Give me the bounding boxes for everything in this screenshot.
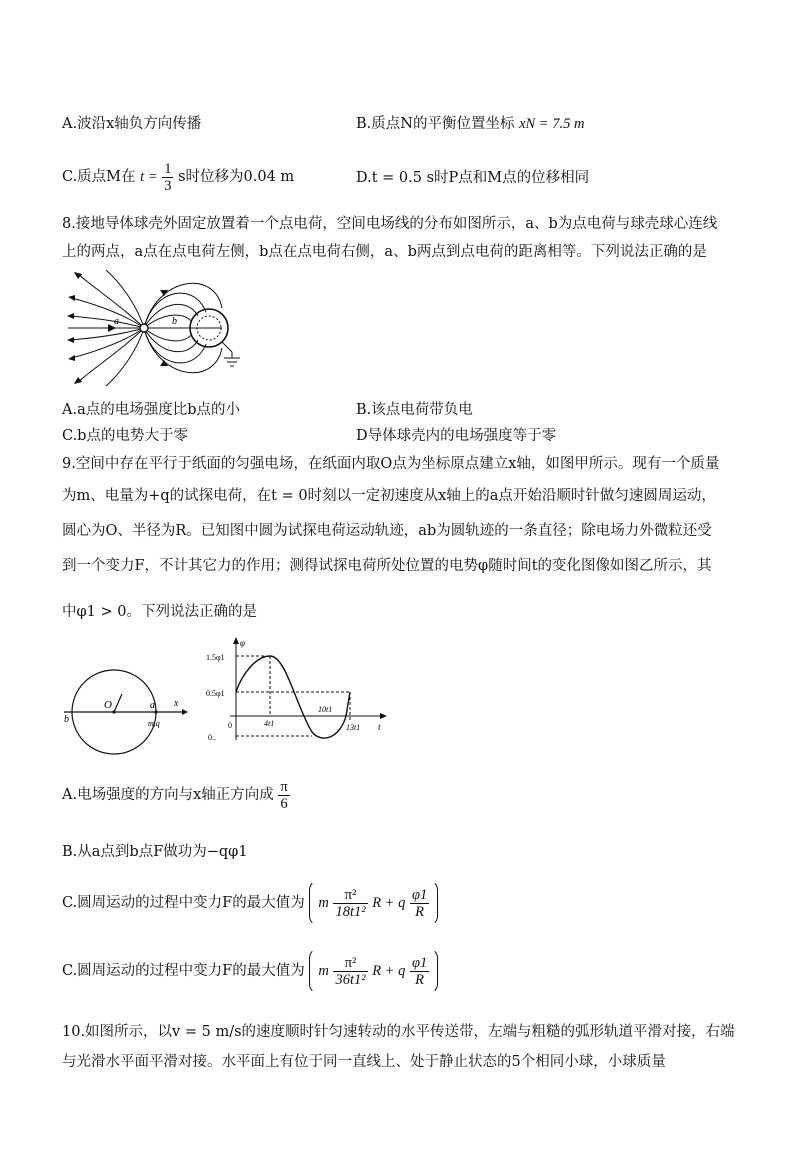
q9-a-num: π [280,778,288,795]
q7-option-d: D.t = 0.5 s时P点和M点的位移相同 [356,170,590,186]
q9-option-c-expression [309,880,438,926]
q7-option-b-text: B.质点N的平衡位置坐标 [356,116,515,132]
q9-fig2-tick-15: 1.5φ1 [206,653,225,662]
q7-option-c-t: t = [140,169,158,185]
q9-option-a [62,778,290,812]
q8-option-c: C.b点的电势大于零 [62,428,188,444]
q9-d-m: m [318,963,329,979]
q9-c-frac2 [410,887,429,920]
q7-option-c-text: C.质点M在 [62,169,136,185]
q9-c-den: 18t1² [335,903,366,920]
q9-fig2-tick-05: 0.5φ1 [206,689,225,698]
q9-option-b: B.从a点到b点F做功为−qφ1 [62,844,248,860]
q8-option-d: D导体球壳内的电场强度等于零 [356,428,557,444]
q9-fig1-mq: m,q [148,719,160,728]
q9-option-c-text: C.圆周运动的过程中变力F的最大值为 [62,895,305,911]
q7-option-c [62,160,294,194]
q9-option-d-text: C.圆周运动的过程中变力F的最大值为 [62,963,305,979]
q9-option-d-expression [309,948,438,994]
q9-figure-graph [200,636,390,744]
q9-stem-line5: 中φ1 > 0。下列说法正确的是 [62,604,257,620]
q9-fig2-tick-0: 0 [228,721,232,730]
q9-fig2-tick-10t1: 10t1 [318,705,333,714]
q9-stem-line3: 圆心为O、半径为R。已知图中圆为试探电荷运动轨迹，ab为圆轨迹的一条直径；除电场力外微粒还受 [62,523,712,539]
q9-fig1-b: b [64,714,69,725]
q9-fig2-axis-y: φ [240,638,245,648]
q9-stem-line4: 到一个变力F，不计其它力的作用；测得试探电荷所处位置的电势φ随时间t的变化图像如图乙所示，其 [62,558,712,574]
q9-figure-circle [60,660,192,764]
q9-c-m: m [318,895,329,911]
q9-c-R: R [415,903,425,920]
q9-fig2-tick-4t1: 4t1 [264,719,275,728]
q8-label-b: b [172,316,177,327]
q7-frac-num: 1 [164,160,172,177]
q9-d-R: R [415,971,425,988]
q9-option-c [62,880,438,926]
q8-field-figure [64,268,264,392]
q9-fig2-axis-x: t [378,722,381,732]
q9-c-num: π² [333,887,367,904]
q9-option-d [62,948,438,994]
q9-fig1-a: a [150,700,155,711]
q9-d-mid: R + q [372,963,406,979]
q9-d-frac1 [333,955,367,988]
q9-stem-line1: 9.空间中存在平行于纸面的匀强电场，在纸面内取O点为坐标原点建立x轴，如图甲所示。现有一个质量 [62,456,720,472]
q7-option-a: A.波沿x轴负方向传播 [62,116,202,132]
q7-option-c-fraction [162,161,173,194]
q9-d-num: π² [333,955,367,972]
q7-option-b [356,114,584,134]
q9-a-den: 6 [280,795,288,812]
q9-d-phi: φ1 [411,954,428,971]
q9-fig1-O: O [104,699,112,711]
q9-c-phi: φ1 [411,886,428,903]
q8-option-b: B.该点电荷带负电 [356,402,473,418]
q8-option-a: A.a点的电场强度比b点的小 [62,402,241,418]
q8-stem-line1: 8.接地导体球壳外固定放置着一个点电荷，空间电场线的分布如图所示，a、b为点电荷与球壳球心连线 [62,216,718,232]
q8-label-a: a [114,316,119,327]
q9-option-a-fraction [278,779,289,812]
q9-d-den: 36t1² [335,971,366,988]
q10-stem-line2: 与光滑水平面平滑对接。水平面上有位于同一直线上、处于静止状态的5个相同小球，小球质量 [62,1054,666,1070]
q8-stem-line2: 上的两点，a点在点电荷左侧，b点在点电荷右侧，a、b两点到点电荷的距离相等。下列说法正确的是 [62,244,707,260]
q9-c-frac1 [333,887,367,920]
q9-fig1-x: x [174,698,179,709]
q9-d-frac2 [410,955,429,988]
q9-c-mid: R + q [372,895,406,911]
q10-stem-line1: 10.如图所示，以v = 5 m/s的速度顺时针匀速转动的水平传送带，左端与粗糙的弧形轨道平滑对接，右端 [62,1024,735,1040]
q9-option-a-text: A.电场强度的方向与x轴正方向成 [62,787,274,803]
q7-option-c-suffix: s时位移为0.04 m [178,169,295,185]
q9-fig2-tick-neg: 0.. [208,733,216,742]
q9-fig2-tick-13t1: 13t1 [346,723,361,732]
q9-stem-line2: 为m、电量为+q的试探电荷，在t = 0时刻以一定初速度从x轴上的a点开始沿顺时针做匀速圆周运动， [62,488,716,504]
q7-frac-den: 3 [164,177,172,194]
q7-option-b-math: xN = 7.5 m [519,116,585,132]
